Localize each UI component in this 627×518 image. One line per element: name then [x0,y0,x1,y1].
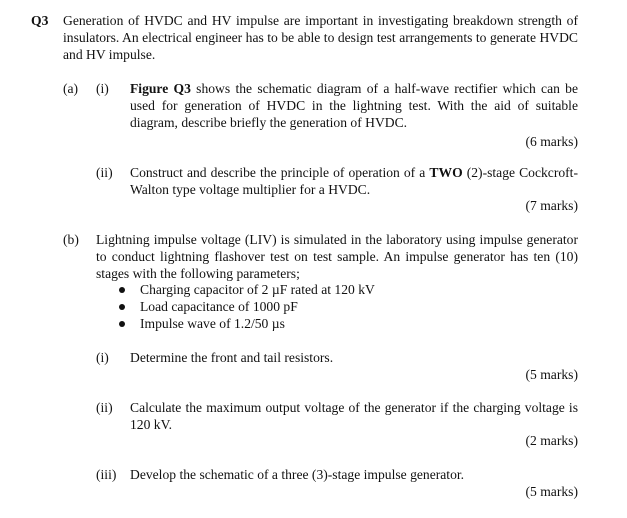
part-a-i-label: (i) [96,81,109,96]
part-a-ii-label: (ii) [96,165,113,180]
part-b-i-marks: (5 marks) [525,367,578,382]
question-intro: Generation of HVDC and HV impulse are important in investigating breakdown strength of insulators. An electrical engineer has to be able to design test arrangements to generate HVDC and HV impulse. [63,13,578,62]
part-b-i-label: (i) [96,350,109,365]
part-a-i-marks: (6 marks) [525,134,578,149]
parameter-item: Charging capacitor of 2 µF rated at 120 kV [140,282,375,297]
figure-reference: Figure Q3 [130,81,191,96]
part-a-ii-emphasis: TWO [429,165,463,180]
part-b-ii-label: (ii) [96,400,113,415]
bullet-marker [119,304,125,310]
part-b-ii-marks: (2 marks) [525,433,578,448]
part-a-ii-body-start: Construct and describe the principle of operation of a [130,165,430,180]
question-number: Q3 [31,13,49,28]
part-b-label: (b) [63,232,79,247]
part-b-iii-text: Develop the schematic of a three (3)-stage impulse generator. [130,467,465,482]
part-a-label: (a) [63,81,79,96]
part-a-i-text [130,80,578,131]
bullet-marker [119,287,125,293]
part-a-ii-body-end: (2)-stage Cockcroft-Walton type voltage multiplier for a HVDC. [130,165,578,197]
part-b-iii-label: (iii) [96,467,117,482]
part-a-ii-marks: (7 marks) [525,198,578,213]
part-b-intro: Lightning impulse voltage (LIV) is simulated in the laboratory using impulse generator to conduct lightning flashover test on test sample. An impulse generator has ten (10) stages with the following parameters; [96,232,578,281]
part-a-ii-text [130,164,578,198]
bullet-marker [119,321,125,327]
part-b-iii-marks: (5 marks) [525,484,578,499]
part-b-i-text: Determine the front and tail resistors. [130,350,334,365]
parameter-item: Load capacitance of 1000 pF [140,299,298,314]
part-a-i-body: shows the schematic diagram of a half-wave rectifier which can be used for generation of HVDC in the lightning test. With the aid of suitable diagram, describe briefly the generation of HVDC. [130,81,578,130]
parameter-item: Impulse wave of 1.2/50 µs [140,316,285,331]
part-b-ii-text: Calculate the maximum output voltage of the generator if the charging voltage is 120 kV. [130,400,578,432]
